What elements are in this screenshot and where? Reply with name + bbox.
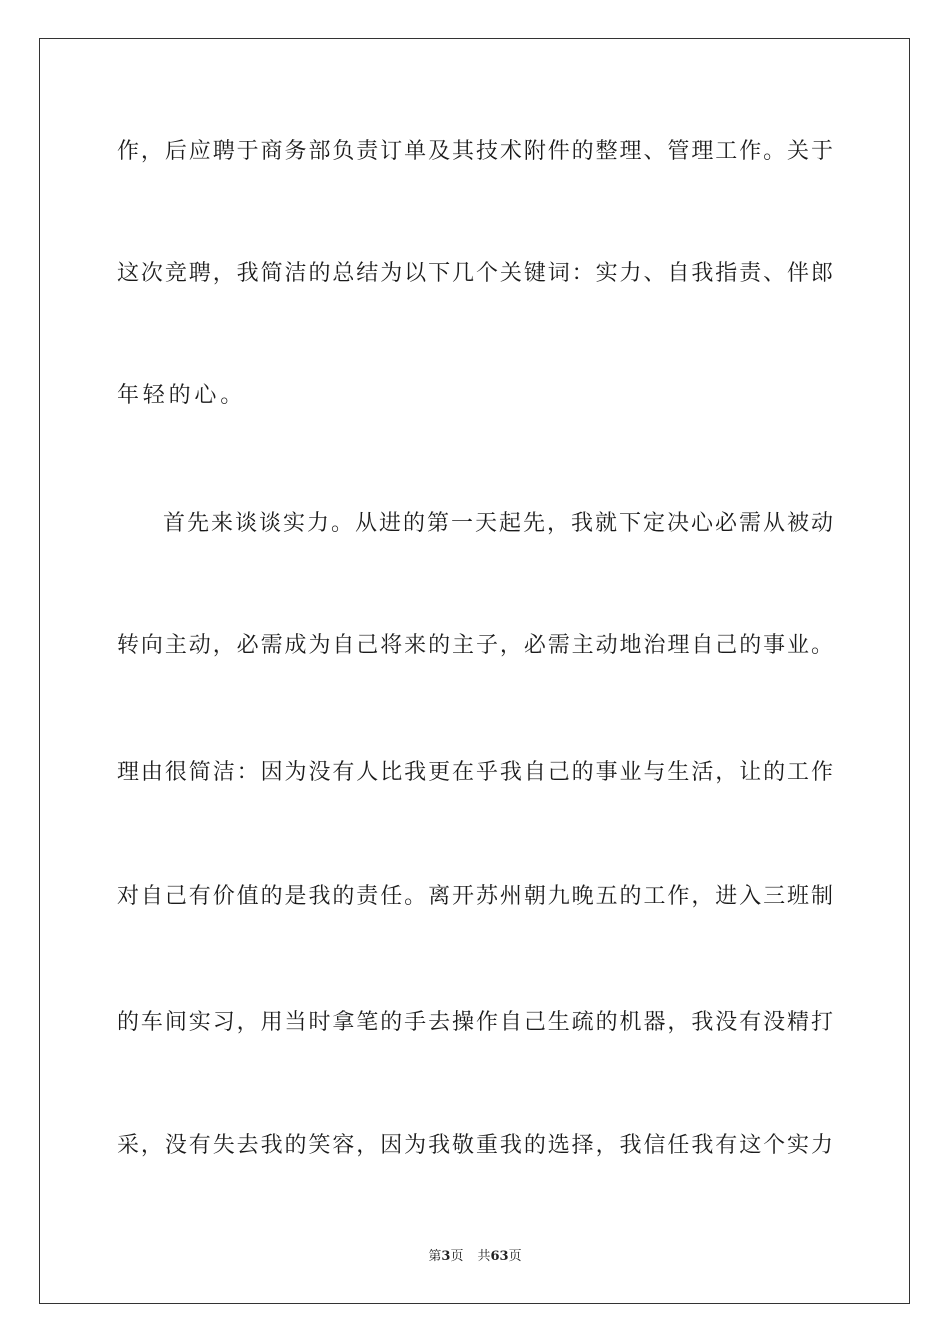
paragraph-line: 对自己有价值的是我的责任。离开苏州朝九晚五的工作，进入三班制: [117, 884, 833, 909]
total-page-count: 63: [490, 1249, 509, 1264]
page-suffix: 页: [450, 1249, 464, 1264]
page-prefix: 第: [428, 1249, 442, 1264]
page-border: [39, 38, 910, 1304]
paragraph-line: 的车间实习，用当时拿笔的手去操作自己生疏的机器，我没有没精打: [117, 1010, 833, 1035]
current-page-number: 3: [441, 1249, 451, 1264]
paragraph-line: 理由很简洁：因为没有人比我更在乎我自己的事业与生活，让的工作: [117, 760, 833, 785]
paragraph-line: 这次竞聘，我简洁的总结为以下几个关键词：实力、自我指责、伴郎: [117, 261, 833, 286]
page-footer: [0, 1248, 950, 1266]
paragraph-line: 作，后应聘于商务部负责订单及其技术附件的整理、管理工作。关于: [117, 139, 833, 164]
paragraph-line: 采，没有失去我的笑容，因为我敬重我的选择，我信任我有这个实力: [117, 1133, 833, 1158]
paragraph-line: 年轻的心。: [117, 383, 247, 408]
paragraph-line: 转向主动，必需成为自己将来的主子，必需主动地治理自己的事业。: [117, 633, 833, 658]
paragraph-line: 首先来谈谈实力。从进的第一天起先，我就下定决心必需从被动: [163, 511, 833, 536]
total-suffix: 页: [508, 1249, 522, 1264]
total-prefix: 共: [477, 1249, 491, 1264]
